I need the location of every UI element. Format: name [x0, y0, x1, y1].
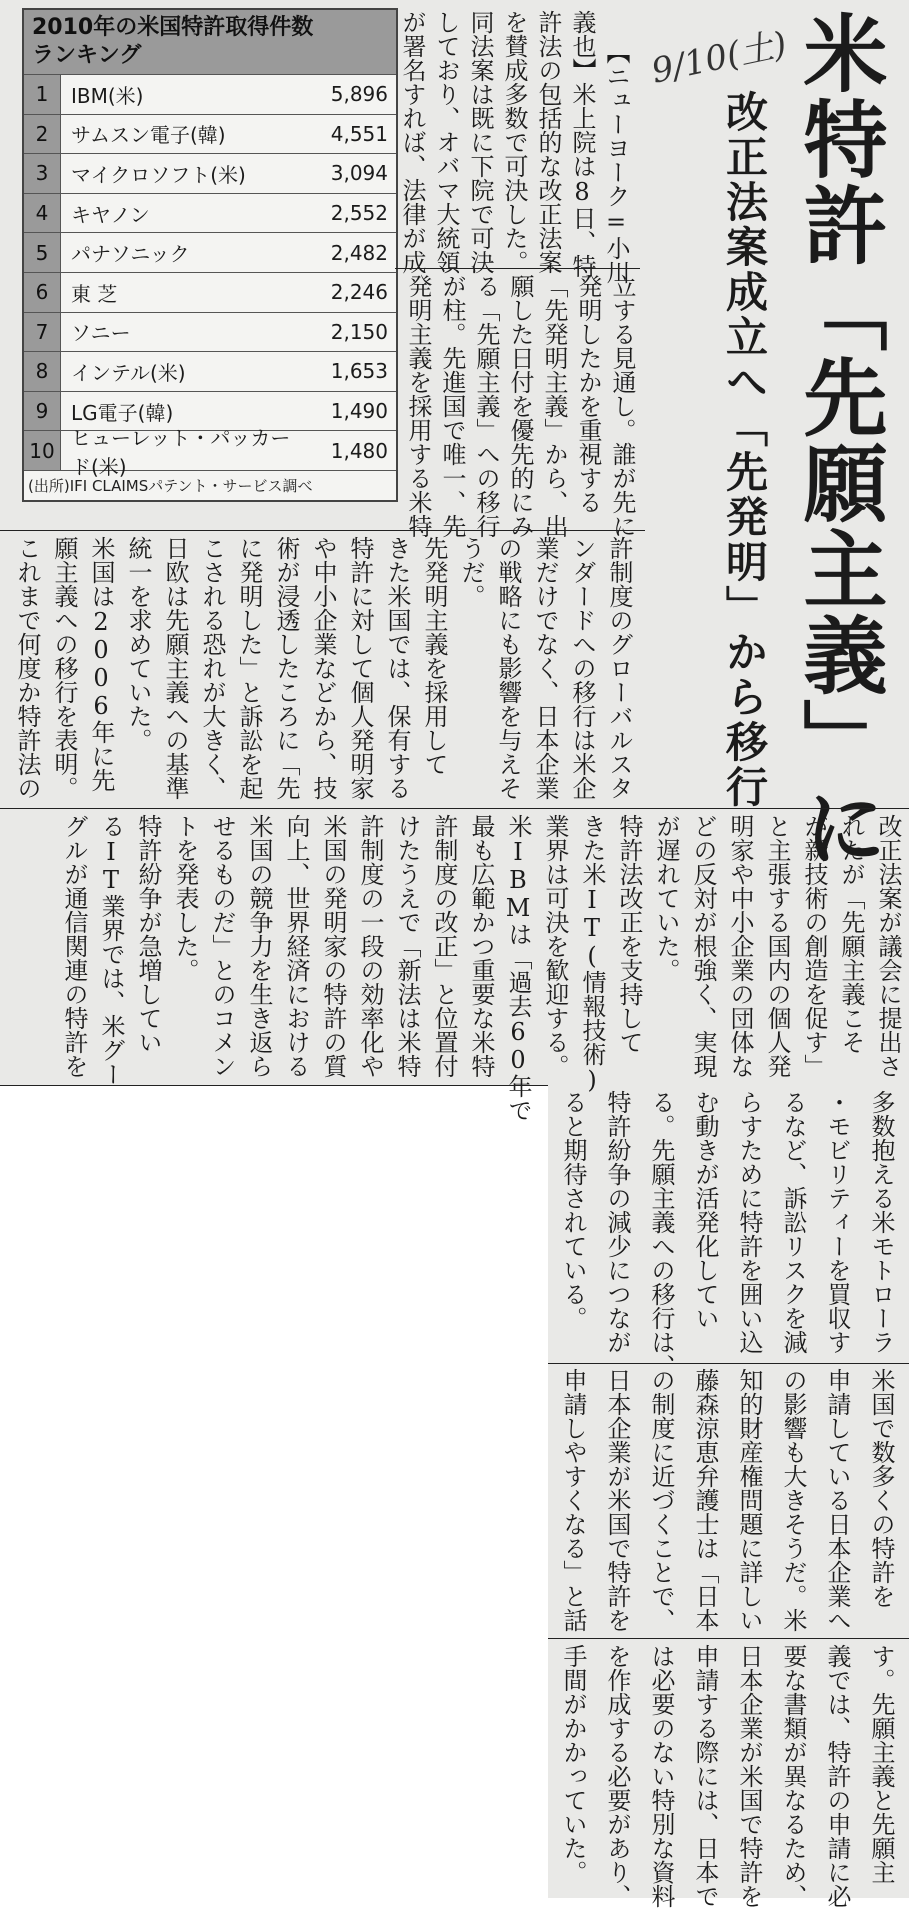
divider: [548, 1638, 909, 1639]
article-line: どの反対が根強く、実現: [689, 814, 717, 1078]
article-line: 明家や中小企業の団体な: [726, 814, 754, 1078]
article-line: 日本企業が米国で特許を: [603, 1368, 631, 1632]
cell-rank: 3: [24, 154, 61, 193]
divider: [548, 1363, 909, 1364]
table-row: [24, 272, 396, 312]
divider: [395, 268, 640, 269]
table-row: [24, 232, 396, 272]
article-line: や中小企業などから、技: [309, 536, 337, 800]
article-line: 術が浸透したころに「先: [272, 536, 300, 800]
table-row: [24, 312, 396, 352]
article-line: る。先願主義への移行は、: [647, 1090, 675, 1378]
article-line: 許制度の一段の効率化や: [356, 814, 384, 1078]
article-line: る「先願主義」への移行: [472, 274, 500, 538]
article-line: うだ。: [457, 536, 485, 608]
article-line: す。先願主義と先願主: [867, 1644, 895, 1884]
cell-count: 2,150: [330, 319, 388, 344]
cell-rank: 8: [24, 352, 61, 391]
article-line: こされる恐れが大きく、: [198, 536, 226, 800]
cell-count: 1,653: [330, 359, 388, 384]
article-lead: 【ニューヨーク=小川: [602, 40, 630, 284]
cell-count: 4,551: [330, 121, 388, 146]
article-line: ると期待されている。: [559, 1090, 587, 1330]
cell-name: インテル(米): [71, 360, 186, 385]
article-line: ・モビリティーを買収す: [823, 1090, 851, 1354]
divider: [0, 530, 645, 531]
article-line: 米国で数多くの特許を: [867, 1368, 895, 1608]
article-line: 知的財産権問題に詳しい: [735, 1368, 763, 1632]
handwritten-date: 9/10(土): [648, 24, 791, 92]
cell-name: パナソニック: [71, 242, 190, 267]
article-line: 改正法案が議会に提出さ: [874, 814, 902, 1078]
article-line: 手間がかかっていた。: [559, 1644, 587, 1884]
headline: 米特許「先願主義」に: [790, 10, 889, 870]
article-line: 先発明主義を採用して: [420, 536, 448, 776]
article-line: 許法の包括的な改正法案: [534, 10, 562, 274]
article-line: の戦略にも影響を与えそ: [494, 536, 522, 800]
cell-count: 2,482: [330, 240, 388, 265]
table-row: [24, 114, 396, 154]
article-line: 業だけでなく、日本企業: [531, 536, 559, 800]
article-line: を作成する必要があり、: [603, 1644, 631, 1908]
cell-name: サムスン電子(韓): [71, 123, 226, 148]
table-title: 2010年の米国特許取得件数 ランキング: [24, 10, 396, 74]
article-line: 義では、特許の申請に必: [823, 1644, 851, 1908]
article-line: 発明主義を採用する米特: [404, 274, 432, 538]
article-line: けたうえで「新法は米特: [393, 814, 421, 1078]
cell-rank: 6: [24, 273, 61, 312]
article-line: 許制度のグローバルスタ: [605, 536, 633, 800]
article-line: の影響も大きそうだ。米: [779, 1368, 807, 1632]
article-line: が署名すれば、法律が成: [398, 10, 426, 274]
article-line: 同法案は既に下院で可決: [466, 10, 494, 274]
article-line: が柱。先進国で唯一、先: [438, 274, 466, 538]
article-line: グルが通信関連の特許を: [60, 814, 88, 1078]
cell-count: 2,552: [330, 201, 388, 226]
cell-name: マイクロソフト(米): [71, 162, 246, 187]
cell-rank: 10: [24, 431, 61, 470]
article-line: きた米IT(情報技術): [578, 814, 606, 1094]
article-line: は必要のない特別な資料: [647, 1644, 675, 1908]
article-line: 業界は可決を歓迎する。: [541, 814, 569, 1078]
article-line: 日欧は先願主義への基準: [161, 536, 189, 800]
article-line: これまで何度か特許法の: [13, 536, 41, 800]
article-line: 願主義への移行を表明。: [50, 536, 78, 800]
cell-name: ヒューレット・パッカード(米): [71, 425, 291, 479]
cell-rank: 5: [24, 233, 61, 272]
article-line: れたが「先願主義こそ: [837, 814, 865, 1054]
article-line: 最も広範かつ重要な米特: [467, 814, 495, 1078]
article-line: 多数抱える米モトローラ: [867, 1090, 895, 1354]
article-line: 特許紛争の減少につなが: [603, 1090, 631, 1354]
table-source: (出所)IFI CLAIMSパテント・サービス調べ: [24, 470, 396, 500]
table-row: [24, 425, 396, 479]
cell-name: キヤノン: [71, 202, 150, 227]
cell-rank: 7: [24, 313, 61, 352]
article-line: らすために特許を囲い込: [735, 1090, 763, 1354]
article-line: しており、オバマ大統領: [432, 10, 460, 274]
article-line: るなど、訴訟リスクを減: [779, 1090, 807, 1354]
article-line: 特許紛争が急増してい: [134, 814, 162, 1054]
article-line: きた米国では、保有する: [383, 536, 411, 800]
article-line: 米国は2006年に先: [87, 536, 115, 792]
cell-rank: 2: [24, 115, 61, 154]
article-line: を賛成多数で可決した。: [500, 10, 528, 274]
cell-count: 1,480: [330, 438, 388, 463]
article-line: 義也】米上院は8日、特: [568, 10, 596, 278]
cell-count: 2,246: [330, 280, 388, 305]
article-line: 「先発明主義」から、出: [540, 274, 568, 538]
article-line: 特許に対して個人発明家: [346, 536, 374, 800]
article-line: 許制度の改正」と位置付: [430, 814, 458, 1078]
table-row: [24, 193, 396, 233]
cell-rank: 4: [24, 194, 61, 233]
article-line: に発明した」と訴訟を起: [235, 536, 263, 800]
table-rows: [24, 74, 396, 479]
article-line: 申請しやすくなる」と話: [559, 1368, 587, 1632]
article-line: 藤森涼恵弁護士は「日本: [691, 1368, 719, 1632]
cell-count: 3,094: [330, 161, 388, 186]
table-row: [24, 351, 396, 391]
article-line: が新技術の創造を促す」: [800, 814, 828, 1078]
article-line: 米IBMは「過去60年で: [504, 814, 532, 1122]
table-row: [24, 153, 396, 193]
article-line: 要な書類が異なるため、: [779, 1644, 807, 1908]
article-line: と主張する国内の個人発: [763, 814, 791, 1078]
article-line: む動きが活発化してい: [691, 1090, 719, 1330]
article-line: 申請している日本企業へ: [823, 1368, 851, 1632]
cell-name: LG電子(韓): [71, 400, 174, 425]
article-line: 向上、世界経済における: [282, 814, 310, 1078]
cell-count: 5,896: [330, 82, 388, 107]
divider: [0, 808, 909, 809]
table-row: [24, 74, 396, 114]
article-line: 米国の競争力を生き返ら: [245, 814, 273, 1078]
cell-name: 東 芝: [71, 281, 118, 306]
article-line: の制度に近づくことで、: [647, 1368, 675, 1632]
article-line: せるものだ」とのコメン: [208, 814, 236, 1078]
subheadline: 改正法案成立へ「先発明」から移行: [720, 90, 769, 810]
article-line: 特許法改正を支持して: [615, 814, 643, 1054]
article-line: るIT業界では、米グー: [97, 814, 125, 1086]
article-line: トを発表した。: [171, 814, 199, 982]
cell-rank: 9: [24, 392, 61, 431]
article-line: 統一を求めていた。: [124, 536, 152, 752]
divider: [0, 1085, 548, 1086]
article-line: 立する見通し。誰が先に: [608, 274, 636, 538]
article-line: 日本企業が米国で特許を: [735, 1644, 763, 1908]
article-line: 願した日付を優先的にみ: [506, 274, 534, 538]
cell-name: ソニー: [71, 321, 131, 346]
article-line: が遅れていた。: [652, 814, 680, 982]
article-line: ンダードへの移行は米企: [568, 536, 596, 800]
cell-count: 1,490: [330, 399, 388, 424]
article-line: 申請する際には、日本で: [691, 1644, 719, 1908]
cell-name: IBM(米): [71, 83, 144, 108]
cell-rank: 1: [24, 75, 61, 114]
article-line: 米国の発明家の特許の質: [319, 814, 347, 1078]
patent-ranking-table: [22, 8, 398, 502]
article-line: 発明したかを重視する: [574, 274, 602, 514]
